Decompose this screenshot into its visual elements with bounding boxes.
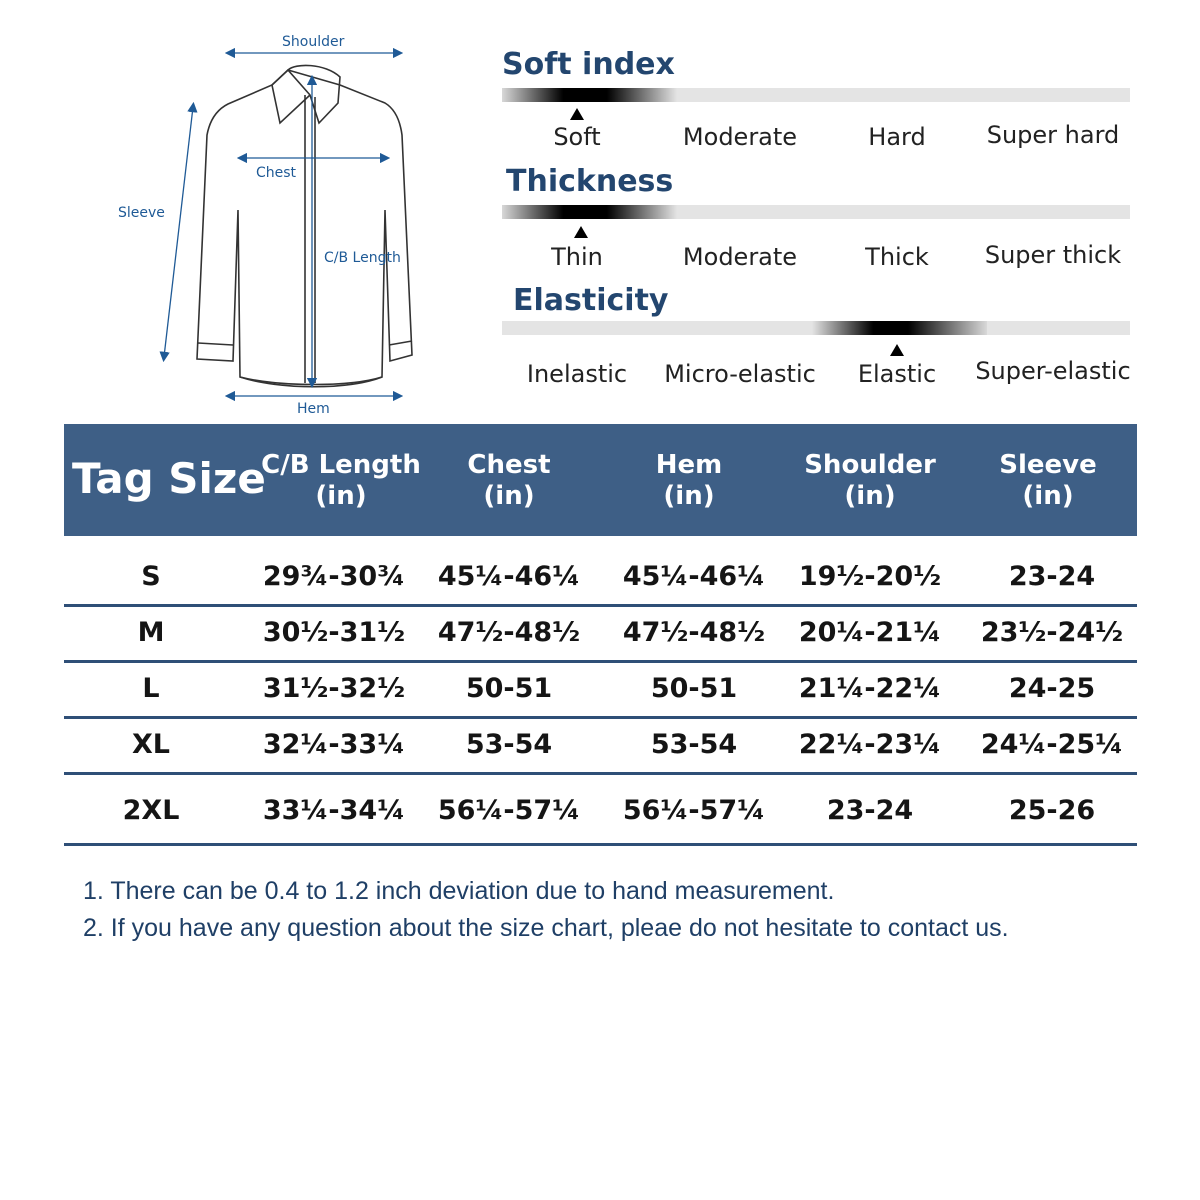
soft-index-level-hard: Hard — [868, 123, 926, 151]
size-cell: XL — [131, 729, 171, 760]
thickness-level-super-thick: Super thick — [984, 241, 1122, 269]
cb-length-cell: 33¼-34¼ — [262, 795, 406, 826]
shirt-measurement-diagram — [100, 25, 430, 420]
column-header-label: Chest — [467, 450, 551, 480]
hem-cell: 47½-48½ — [622, 617, 766, 648]
soft-index-level-soft: Soft — [553, 123, 601, 151]
chest-cell: 56¼-57¼ — [437, 795, 581, 826]
cb-length-cell: 29¾-30¾ — [262, 561, 406, 592]
soft-index-marker — [570, 108, 584, 120]
column-header-unit: (in) — [315, 481, 367, 511]
chest-cell: 45¼-46¼ — [437, 561, 581, 592]
thickness-marker — [574, 226, 588, 238]
soft-index-title: Soft index — [502, 47, 675, 82]
column-header-chest — [419, 450, 599, 512]
column-header-label: Sleeve — [999, 450, 1097, 480]
chest-cell: 53-54 — [465, 729, 553, 760]
column-header-shoulder — [780, 450, 960, 512]
hem-label: Hem — [297, 401, 330, 417]
sleeve-cell: 25-26 — [1008, 795, 1096, 826]
tag-size-header: Tag Size — [72, 454, 266, 503]
column-header-label: C/B Length — [261, 450, 421, 480]
sleeve-cell: 23½-24½ — [980, 617, 1124, 648]
chest-cell: 50-51 — [465, 673, 553, 704]
thickness-scale — [502, 205, 1130, 219]
column-header-sleeve — [958, 450, 1138, 512]
size-cell: 2XL — [122, 795, 180, 826]
elasticity-level-super-elastic: Super-elastic — [975, 357, 1131, 385]
table-row — [64, 663, 1137, 719]
elasticity-marker — [890, 344, 904, 356]
thickness-level-thick: Thick — [865, 243, 929, 271]
column-header-unit: (in) — [1022, 481, 1074, 511]
thickness-level-moderate: Moderate — [682, 243, 798, 271]
cb-length-cell: 30½-31½ — [262, 617, 406, 648]
hem-cell: 53-54 — [650, 729, 738, 760]
note-contact-us: 2. If you have any question about the size chart, pleae do not hesitate to contact us. — [83, 914, 1009, 942]
cb-length-cell: 31½-32½ — [262, 673, 406, 704]
shirt-outline — [197, 65, 412, 386]
sleeve-cell: 24¼-25¼ — [980, 729, 1124, 760]
soft-index-scale — [502, 88, 1130, 102]
soft-index-level-moderate: Moderate — [682, 123, 798, 151]
shoulder-cell: 23-24 — [826, 795, 914, 826]
cb-length-cell: 32¼-33¼ — [262, 729, 406, 760]
elasticity-level-micro-elastic: Micro-elastic — [664, 360, 816, 388]
soft-index-level-super-hard: Super hard — [986, 121, 1120, 149]
measurement-arrows — [164, 53, 398, 396]
elasticity-scale — [502, 321, 1130, 335]
shoulder-cell: 21¼-22¼ — [798, 673, 942, 704]
thickness-title: Thickness — [506, 164, 674, 199]
column-header-hem — [599, 450, 779, 512]
size-cell: L — [142, 673, 160, 704]
size-cell: S — [141, 561, 161, 592]
elasticity-level-inelastic: Inelastic — [526, 360, 628, 388]
sleeve-cell: 24-25 — [1008, 673, 1096, 704]
sleeve-cell: 23-24 — [1008, 561, 1096, 592]
note-measurement-deviation: 1. There can be 0.4 to 1.2 inch deviation due to hand measurement. — [83, 877, 835, 905]
table-row — [64, 719, 1137, 775]
chest-label: Chest — [256, 165, 297, 181]
table-row — [64, 775, 1137, 846]
shoulder-cell: 22¼-23¼ — [798, 729, 942, 760]
hem-cell: 56¼-57¼ — [622, 795, 766, 826]
column-header-label: Shoulder — [804, 450, 936, 480]
cb-length-label: C/B Length — [324, 250, 401, 266]
column-header-cb-length — [251, 450, 431, 512]
chest-cell: 47½-48½ — [437, 617, 581, 648]
column-header-unit: (in) — [483, 481, 535, 511]
table-header — [64, 424, 1137, 536]
shoulder-cell: 19½-20½ — [798, 561, 942, 592]
thickness-level-thin: Thin — [551, 243, 603, 271]
sleeve-label: Sleeve — [118, 205, 165, 221]
size-cell: M — [137, 617, 165, 648]
column-header-unit: (in) — [844, 481, 896, 511]
table-row — [64, 607, 1137, 663]
table-row — [64, 551, 1137, 607]
elasticity-title: Elasticity — [513, 283, 669, 318]
shoulder-cell: 20¼-21¼ — [798, 617, 942, 648]
hem-cell: 50-51 — [650, 673, 738, 704]
shoulder-label: Shoulder — [282, 34, 345, 50]
size-table — [64, 424, 1137, 846]
column-header-unit: (in) — [663, 481, 715, 511]
hem-cell: 45¼-46¼ — [622, 561, 766, 592]
shirt-illustration — [100, 25, 430, 420]
column-header-label: Hem — [655, 450, 723, 480]
elasticity-level-elastic: Elastic — [857, 360, 937, 388]
